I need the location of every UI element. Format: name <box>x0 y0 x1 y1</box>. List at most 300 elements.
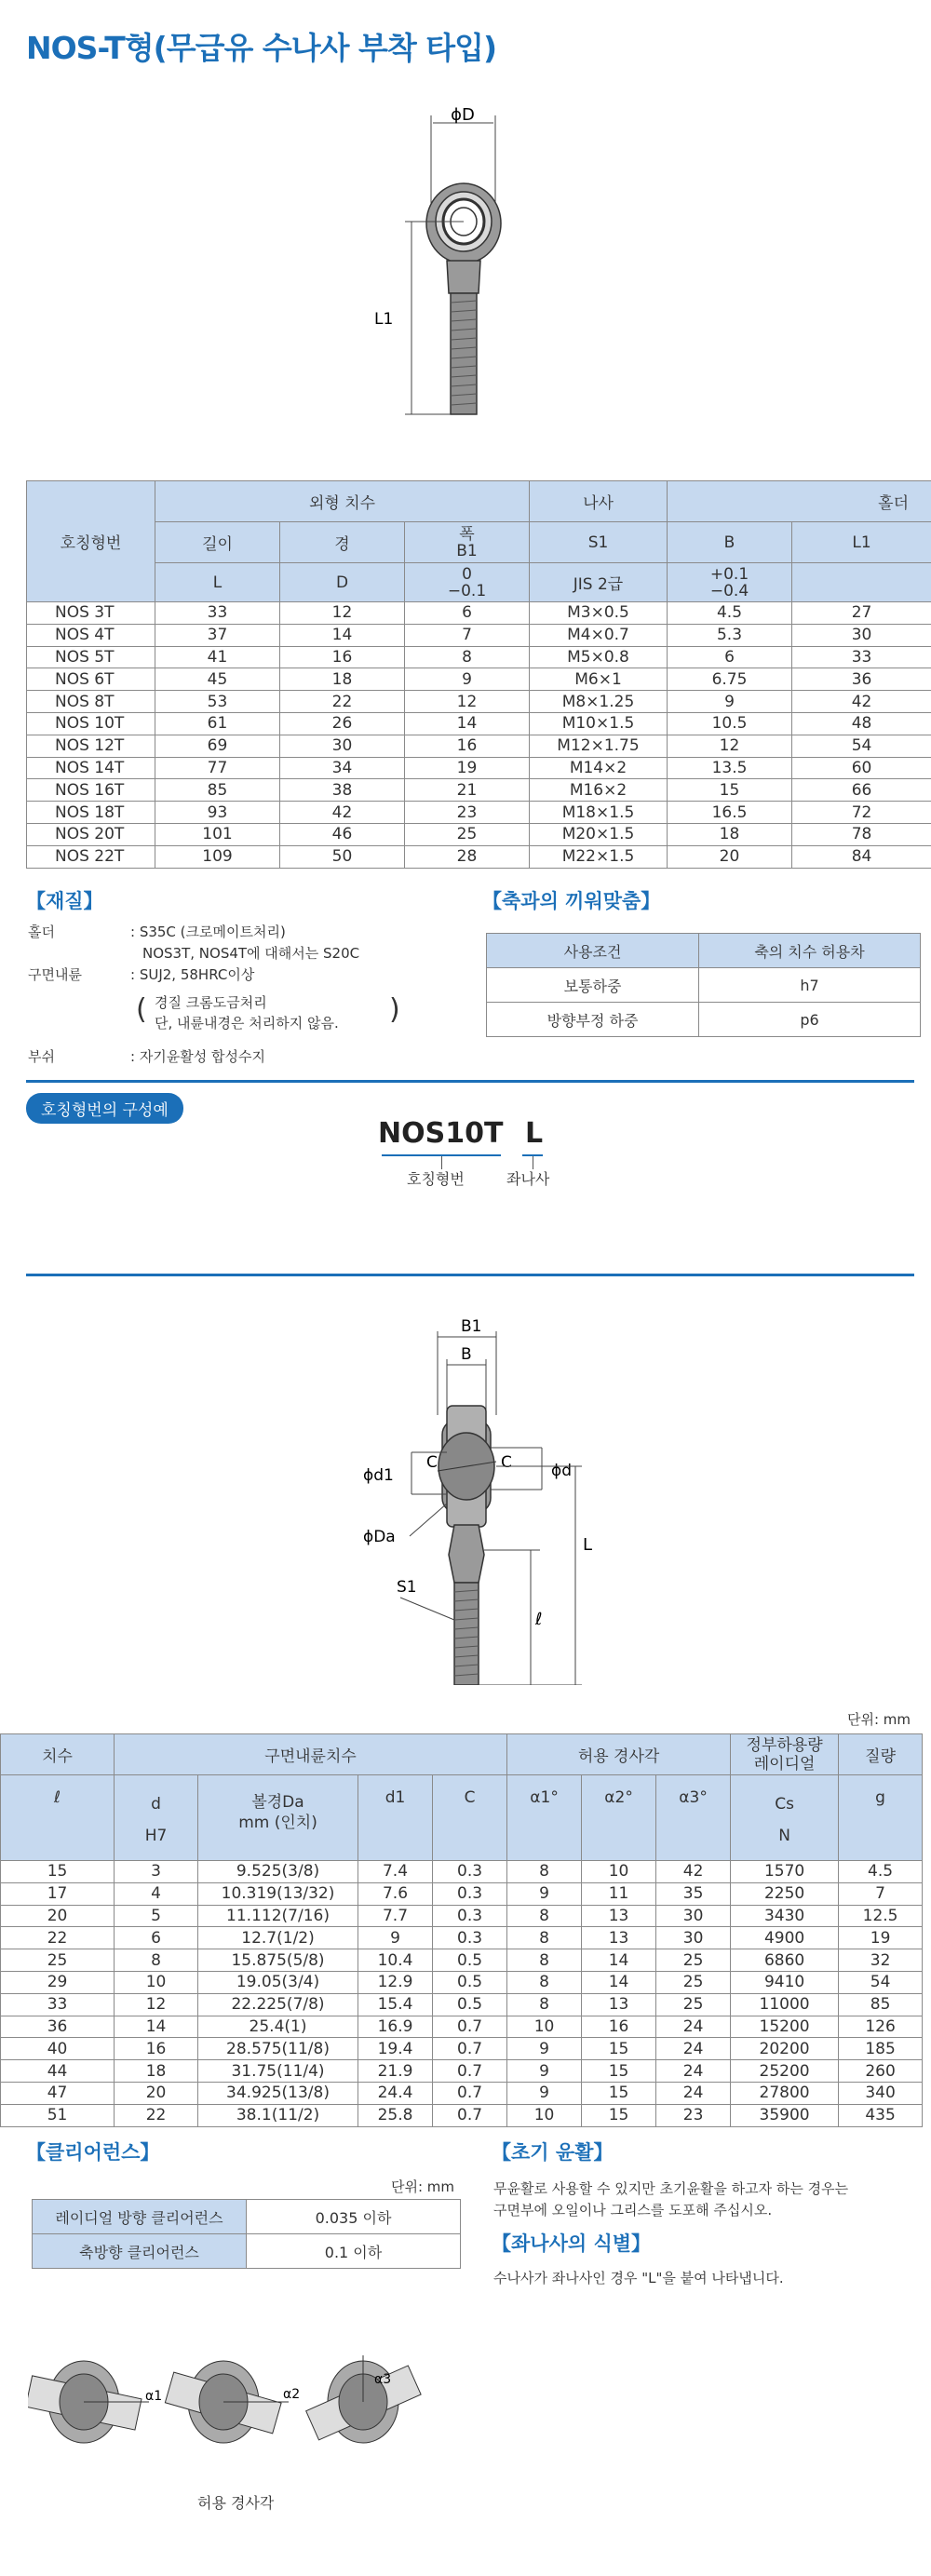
table-cell: 10.319(13/32) <box>198 1882 358 1905</box>
table-cell: 24 <box>656 2082 731 2104</box>
table-cell: 18 <box>668 823 792 845</box>
col-b-sym: B <box>668 522 792 563</box>
table-cell: M5×0.8 <box>530 646 668 668</box>
fit-table <box>486 933 921 1037</box>
table-cell: 35 <box>656 1882 731 1905</box>
b-label: B <box>461 1345 472 1364</box>
unit-label: 단위: mm <box>847 1711 911 1728</box>
table-cell: NOS 12T <box>27 735 155 757</box>
col-cs: Cs N <box>731 1775 839 1861</box>
table-cell: 11.112(7/16) <box>198 1905 358 1927</box>
col-ell: ℓ <box>1 1775 115 1861</box>
clearance-heading: 【클리어런스】 <box>26 2141 160 2164</box>
table-cell: 36 <box>792 668 931 691</box>
clearance-unit: 단위: mm <box>391 2178 455 2195</box>
col-d: d H7 <box>115 1775 198 1861</box>
table-cell: 15200 <box>731 2016 839 2038</box>
divider-2 <box>26 1274 914 1276</box>
table-cell: 0.7 <box>433 2104 507 2126</box>
table-cell: 12.5 <box>839 1905 923 1927</box>
table-cell: 9.525(3/8) <box>198 1861 358 1883</box>
table-cell: 66 <box>792 779 931 802</box>
col-dia: 경 <box>280 522 405 563</box>
table-row <box>1 2082 923 2104</box>
table-cell: 8 <box>507 1927 582 1949</box>
table-cell: 25 <box>656 1949 731 1972</box>
col-race: 구면내륜치수 <box>115 1734 507 1775</box>
table-cell: 1570 <box>731 1861 839 1883</box>
table-row <box>27 668 931 691</box>
designation-pill: 호칭형번의 구성예 <box>26 1093 183 1124</box>
table-cell: 13.5 <box>668 757 792 779</box>
table-row <box>27 802 931 824</box>
table-cell: 38 <box>280 779 405 802</box>
c-right-label: C <box>501 1453 512 1472</box>
col-l1-sym: L1 <box>792 522 931 563</box>
col-length-sym: L <box>155 563 280 602</box>
col-c: C <box>433 1775 507 1861</box>
table-cell: 11 <box>582 1882 656 1905</box>
da-label: ϕDa <box>363 1528 396 1546</box>
table-cell: 14 <box>582 1971 656 1993</box>
table-cell: 25.8 <box>358 2104 433 2126</box>
lubrication-line-1: 무윤활로 사용할 수 있지만 초기윤활을 하고자 하는 경우는 <box>493 2180 849 2197</box>
table-cell: 25 <box>1 1949 115 1972</box>
table-cell: 17 <box>1 1882 115 1905</box>
col-dia-sym: D <box>280 563 405 602</box>
col-ball: 볼경Da mm (인치) <box>198 1775 358 1861</box>
table-cell: NOS 5T <box>27 646 155 668</box>
c-left-label: C <box>426 1453 438 1472</box>
paren-close: ) <box>389 993 400 1026</box>
table-cell: 31.75(11/4) <box>198 2060 358 2083</box>
table-row <box>1 1927 923 1949</box>
col-b-tol: +0.1 −0.4 <box>668 563 792 602</box>
table-cell: 53 <box>155 691 280 713</box>
table-cell: 0.035 이하 <box>247 2200 461 2234</box>
table-row <box>487 968 921 1003</box>
table-cell: 3430 <box>731 1905 839 1927</box>
table-cell: h7 <box>699 968 921 1003</box>
table-cell: 30 <box>280 735 405 757</box>
col-width-tol: 0 −0.1 <box>405 563 530 602</box>
table-cell: 54 <box>792 735 931 757</box>
race-value: : SUJ2, 58HRC이상 <box>130 966 255 983</box>
table-row <box>27 602 931 625</box>
table-cell: 101 <box>155 823 280 845</box>
table-cell: 30 <box>656 1927 731 1949</box>
table-cell: 9 <box>405 668 530 691</box>
table-cell: 7.4 <box>358 1861 433 1883</box>
table-cell: 25 <box>656 1971 731 1993</box>
d-label: ϕd <box>551 1462 573 1480</box>
col-d1: d1 <box>358 1775 433 1861</box>
table-cell: 9 <box>507 2082 582 2104</box>
table-cell: 20200 <box>731 2038 839 2060</box>
dimension-table-2 <box>0 1733 923 2127</box>
table-cell: 42 <box>792 691 931 713</box>
table-cell: 435 <box>839 2104 923 2126</box>
table-cell: 0.3 <box>433 1927 507 1949</box>
col-a3: α3° <box>656 1775 731 1861</box>
table-cell: 44 <box>1 2060 115 2083</box>
table-cell: 33 <box>792 646 931 668</box>
page-title: NOS-T형(무급유 수나사 부착 타입) <box>26 30 497 66</box>
table-cell: 8 <box>507 1993 582 2016</box>
table-cell: 48 <box>792 712 931 735</box>
alpha1-label: α1 <box>145 2389 163 2404</box>
table-cell: 24 <box>656 2038 731 2060</box>
table-cell: M20×1.5 <box>530 823 668 845</box>
table-cell: 23 <box>656 2104 731 2126</box>
table-cell: 260 <box>839 2060 923 2083</box>
col-load: 정부하용량 레이디얼 <box>731 1734 839 1775</box>
table-cell: 0.5 <box>433 1993 507 2016</box>
table-cell: 32 <box>839 1949 923 1972</box>
table-row <box>27 757 931 779</box>
d1-label: ϕd1 <box>363 1466 394 1485</box>
table-cell: 36 <box>1 2016 115 2038</box>
table-cell: 9 <box>507 2038 582 2060</box>
divider-1 <box>26 1080 914 1083</box>
table-cell: 22.225(7/8) <box>198 1993 358 2016</box>
col-a1: α1° <box>507 1775 582 1861</box>
table-cell: 18 <box>280 668 405 691</box>
table-cell: 24.4 <box>358 2082 433 2104</box>
table-cell: 27800 <box>731 2082 839 2104</box>
table-cell: 85 <box>155 779 280 802</box>
s1-label: S1 <box>397 1578 417 1597</box>
table-cell: NOS 10T <box>27 712 155 735</box>
table-cell: 9410 <box>731 1971 839 1993</box>
table-cell: 12 <box>115 1993 198 2016</box>
table-cell: M3×0.5 <box>530 602 668 625</box>
ell-label: ℓ <box>535 1610 543 1629</box>
holder-note: NOS3T, NOS4T에 대해서는 S20C <box>142 945 360 962</box>
fit-col-tolerance: 축의 치수 허용차 <box>699 934 921 968</box>
alpha2-label: α2 <box>283 2387 301 2402</box>
table-cell: 42 <box>280 802 405 824</box>
table-row <box>1 1993 923 2016</box>
table-cell: 72 <box>792 802 931 824</box>
fit-col-condition: 사용조건 <box>487 934 699 968</box>
tilt-caption: 허용 경사각 <box>197 2494 275 2512</box>
table-cell: 84 <box>792 845 931 868</box>
table-cell: 34.925(13/8) <box>198 2082 358 2104</box>
table-row <box>1 1949 923 1972</box>
table-cell: 22 <box>280 691 405 713</box>
table-cell: 340 <box>839 2082 923 2104</box>
dimension-table-1 <box>26 480 931 869</box>
table-cell: 7 <box>839 1882 923 1905</box>
table-cell: 12 <box>668 735 792 757</box>
table-cell: 19 <box>405 757 530 779</box>
table-cell: 3 <box>115 1861 198 1883</box>
paren-open: ( <box>136 993 147 1026</box>
table-cell: 15 <box>582 2104 656 2126</box>
table-cell: 54 <box>839 1971 923 1993</box>
table-cell: p6 <box>699 1003 921 1037</box>
table-cell: 10 <box>115 1971 198 1993</box>
table-cell: 12.7(1/2) <box>198 1927 358 1949</box>
table-cell: 15.4 <box>358 1993 433 2016</box>
table-cell: 4 <box>115 1882 198 1905</box>
table-cell: 8 <box>507 1971 582 1993</box>
race-note-2: 단, 내륜내경은 처리하지 않음. <box>155 1015 339 1032</box>
table-row <box>27 646 931 668</box>
alpha3-label: α3 <box>374 2372 392 2387</box>
tilt-angle-drawing <box>28 2346 438 2458</box>
table-cell: NOS 14T <box>27 757 155 779</box>
table-row <box>1 1905 923 1927</box>
table-cell: 24 <box>656 2016 731 2038</box>
table-cell: 19.05(3/4) <box>198 1971 358 1993</box>
table-cell: 0.5 <box>433 1949 507 1972</box>
table-cell: 51 <box>1 2104 115 2126</box>
table-cell: 35900 <box>731 2104 839 2126</box>
table-row <box>1 1882 923 1905</box>
table-cell: 0.7 <box>433 2082 507 2104</box>
table-cell: 16 <box>280 646 405 668</box>
col-length: 길이 <box>155 522 280 563</box>
table-cell: 37 <box>155 624 280 646</box>
table-cell: 23 <box>405 802 530 824</box>
table-cell: 8 <box>507 1949 582 1972</box>
table-cell: 25 <box>656 1993 731 2016</box>
table-cell: 7 <box>405 624 530 646</box>
table-cell: 0.3 <box>433 1905 507 1927</box>
table-cell: 0.3 <box>433 1882 507 1905</box>
table-cell: M16×2 <box>530 779 668 802</box>
table-cell: 0.5 <box>433 1971 507 1993</box>
table-cell: 16 <box>405 735 530 757</box>
table-row <box>27 735 931 757</box>
table-cell: 46 <box>280 823 405 845</box>
col-thread: 나사 <box>530 481 668 522</box>
table-cell: 4.5 <box>668 602 792 625</box>
table-cell: 16 <box>582 2016 656 2038</box>
table-cell: 109 <box>155 845 280 868</box>
table-cell: 4900 <box>731 1927 839 1949</box>
table-cell: 25.4(1) <box>198 2016 358 2038</box>
table-cell: 20 <box>115 2082 198 2104</box>
table-cell: 14 <box>115 2016 198 2038</box>
table-row <box>1 1971 923 1993</box>
table-cell: M18×1.5 <box>530 802 668 824</box>
table-row <box>1 2104 923 2126</box>
designation-suffix: L <box>525 1117 544 1150</box>
table-cell: 30 <box>656 1905 731 1927</box>
lubrication-heading: 【초기 윤활】 <box>492 2141 614 2164</box>
table-cell: M12×1.75 <box>530 735 668 757</box>
col-holder: 홀더 <box>668 481 931 522</box>
table-cell: 10 <box>507 2104 582 2126</box>
clearance-table <box>32 2199 461 2269</box>
table-cell: 24 <box>656 2060 731 2083</box>
table-cell: 6860 <box>731 1949 839 1972</box>
col-dim: 치수 <box>1 1734 115 1775</box>
table-cell: 12 <box>405 691 530 713</box>
rod-end-drawing-top <box>354 102 577 428</box>
table-cell: 85 <box>839 1993 923 2016</box>
table-row <box>27 779 931 802</box>
table-cell: 25 <box>405 823 530 845</box>
table-cell: NOS 16T <box>27 779 155 802</box>
table-cell: 14 <box>280 624 405 646</box>
dia-d-label: ϕD <box>451 105 475 125</box>
table-cell: M22×1.5 <box>530 845 668 868</box>
table-cell: 8 <box>115 1949 198 1972</box>
table-cell: 40 <box>1 2038 115 2060</box>
table-cell: M14×2 <box>530 757 668 779</box>
table-cell: 30 <box>792 624 931 646</box>
table-cell: 15 <box>582 2060 656 2083</box>
table-cell: 2250 <box>731 1882 839 1905</box>
table-cell: 8 <box>507 1905 582 1927</box>
table-cell: 11000 <box>731 1993 839 2016</box>
table-cell: 축방향 클리어런스 <box>33 2234 247 2269</box>
table-cell: 27 <box>792 602 931 625</box>
table-row <box>27 691 931 713</box>
table-cell: 8 <box>405 646 530 668</box>
table-cell: 22 <box>1 1927 115 1949</box>
table-cell: 방향부정 하중 <box>487 1003 699 1037</box>
col-a2: α2° <box>582 1775 656 1861</box>
table-cell: 13 <box>582 1905 656 1927</box>
table-cell: 78 <box>792 823 931 845</box>
table-cell: 9 <box>507 1882 582 1905</box>
col-thread-std: JIS 2급 <box>530 563 668 602</box>
table-cell: 38.1(11/2) <box>198 2104 358 2126</box>
holder-value: : S35C (크로메이트처리) <box>130 924 286 940</box>
table-cell: 42 <box>656 1861 731 1883</box>
designation-suffix-label: 좌나사 <box>506 1170 550 1188</box>
table-cell: 14 <box>582 1949 656 1972</box>
table-cell: NOS 18T <box>27 802 155 824</box>
col-mass-unit: g <box>839 1775 923 1861</box>
table-cell: M4×0.7 <box>530 624 668 646</box>
table-cell: 16.5 <box>668 802 792 824</box>
table-cell: 29 <box>1 1971 115 1993</box>
table-cell: 93 <box>155 802 280 824</box>
table-cell: 18 <box>115 2060 198 2083</box>
table-cell: 21 <box>405 779 530 802</box>
table-row <box>27 845 931 868</box>
table-cell: 9 <box>358 1927 433 1949</box>
table-cell: 7.7 <box>358 1905 433 1927</box>
table-row <box>27 712 931 735</box>
left-thread-line-1: 수나사가 좌나사인 경우 "L"을 붙여 나타냅니다. <box>493 2270 784 2286</box>
table-cell: 50 <box>280 845 405 868</box>
liner-label: 부쉬 <box>28 1048 55 1065</box>
table-row <box>1 2038 923 2060</box>
table-cell: 20 <box>1 1905 115 1927</box>
table-cell: 126 <box>839 2016 923 2038</box>
table-cell: 5 <box>115 1905 198 1927</box>
table-row <box>1 1861 923 1883</box>
table-cell: 77 <box>155 757 280 779</box>
race-label: 구면내륜 <box>28 966 82 983</box>
tilt-3 <box>306 2355 421 2443</box>
table-cell: 9 <box>668 691 792 713</box>
table-cell: 0.1 이하 <box>247 2234 461 2269</box>
material-heading: 【재질】 <box>26 890 103 912</box>
table-cell: 41 <box>155 646 280 668</box>
tilt-2 <box>165 2361 300 2443</box>
table-cell: 15.875(5/8) <box>198 1949 358 1972</box>
table-cell: 6 <box>115 1927 198 1949</box>
col-mass: 질량 <box>839 1734 923 1775</box>
table-cell: 26 <box>280 712 405 735</box>
race-note-1: 경질 크롬도금처리 <box>155 994 267 1011</box>
col-model: 호칭형번 <box>27 481 155 602</box>
l1-label: L1 <box>374 310 394 329</box>
table-cell: 28.575(11/8) <box>198 2038 358 2060</box>
table-cell: NOS 20T <box>27 823 155 845</box>
table-cell: 보통하중 <box>487 968 699 1003</box>
table-cell: NOS 22T <box>27 845 155 868</box>
table-cell: NOS 4T <box>27 624 155 646</box>
table-cell: 13 <box>582 1927 656 1949</box>
table-cell: 16 <box>115 2038 198 2060</box>
table-cell: NOS 3T <box>27 602 155 625</box>
table-cell: 20 <box>668 845 792 868</box>
table-cell: 28 <box>405 845 530 868</box>
table-cell: 34 <box>280 757 405 779</box>
table-cell: 8 <box>507 1861 582 1883</box>
table-cell: 45 <box>155 668 280 691</box>
table-cell: 5.3 <box>668 624 792 646</box>
table-cell: 21.9 <box>358 2060 433 2083</box>
table-cell: 12.9 <box>358 1971 433 1993</box>
table-cell: 15 <box>582 2038 656 2060</box>
table-cell: 69 <box>155 735 280 757</box>
table-cell: 10 <box>582 1861 656 1883</box>
col-thread-sym: S1 <box>530 522 668 563</box>
table-cell: 0.7 <box>433 2016 507 2038</box>
holder-label: 홀더 <box>28 924 55 940</box>
table-cell: 10.4 <box>358 1949 433 1972</box>
table-cell: 61 <box>155 712 280 735</box>
col-l1-empty <box>792 563 931 602</box>
left-thread-heading: 【좌나사의 식별】 <box>492 2232 652 2255</box>
table-cell: 33 <box>155 602 280 625</box>
table-cell: M10×1.5 <box>530 712 668 735</box>
table-cell: 33 <box>1 1993 115 2016</box>
table-cell: 16.9 <box>358 2016 433 2038</box>
fit-heading: 【축과의 끼워맞춤】 <box>482 890 661 912</box>
table-cell: 6 <box>405 602 530 625</box>
table-cell: 13 <box>582 1993 656 2016</box>
table-cell: 15 <box>1 1861 115 1883</box>
table-cell: 25200 <box>731 2060 839 2083</box>
table-cell: 19.4 <box>358 2038 433 2060</box>
table-cell: 15 <box>582 2082 656 2104</box>
table-cell: 0.7 <box>433 2038 507 2060</box>
designation-code: NOS10T <box>378 1117 504 1150</box>
liner-value: : 자기윤활성 합성수지 <box>130 1048 266 1065</box>
table-cell: 15 <box>668 779 792 802</box>
table-row <box>27 624 931 646</box>
tilt-1 <box>28 2361 162 2443</box>
table-cell: 19 <box>839 1927 923 1949</box>
table-cell: 47 <box>1 2082 115 2104</box>
table-row <box>487 1003 921 1037</box>
table-cell: 60 <box>792 757 931 779</box>
table-row <box>1 2060 923 2083</box>
col-outer-dims: 외형 치수 <box>155 481 530 522</box>
table-cell: 0.7 <box>433 2060 507 2083</box>
